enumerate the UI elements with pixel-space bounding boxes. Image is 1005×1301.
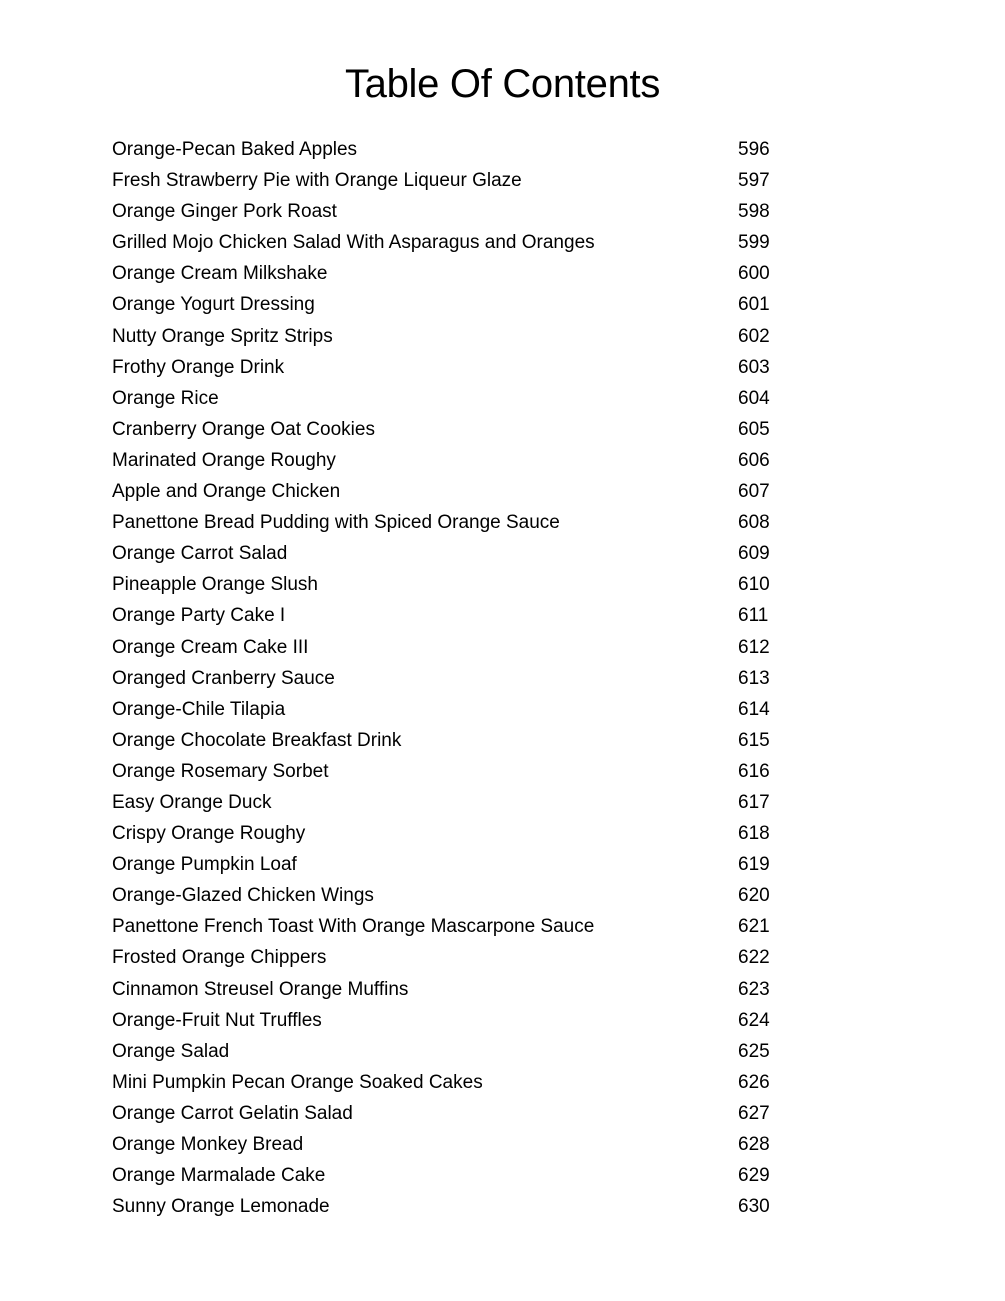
toc-entry-title: Orange-Fruit Nut Truffles [112, 1009, 322, 1031]
toc-entry-title: Mini Pumpkin Pecan Orange Soaked Cakes [112, 1071, 483, 1093]
toc-entry-page-number: 624 [738, 1009, 770, 1031]
toc-entry [112, 942, 792, 973]
toc-entry-page-number: 617 [738, 791, 770, 813]
toc-entry [112, 1191, 792, 1222]
toc-entry-title: Orange Marmalade Cake [112, 1165, 326, 1187]
toc-entry-page-number: 622 [738, 947, 770, 969]
toc-entry-title: Crispy Orange Roughy [112, 823, 306, 845]
toc-entry-title: Frothy Orange Drink [112, 356, 285, 378]
toc-entry-title: Cranberry Orange Oat Cookies [112, 418, 375, 440]
toc-entry-page-number: 612 [738, 636, 770, 658]
toc-entry [112, 1036, 792, 1067]
toc-entry-page-number: 625 [738, 1040, 770, 1062]
toc-entry [112, 880, 792, 911]
toc-entry [112, 352, 792, 383]
toc-entry [112, 258, 792, 289]
toc-entry-page-number: 598 [738, 201, 770, 223]
toc-entry-page-number: 607 [738, 481, 770, 503]
toc-entry [112, 725, 792, 756]
toc-entry-title: Sunny Orange Lemonade [112, 1196, 330, 1218]
toc-entry-page-number: 610 [738, 574, 770, 596]
toc-entry [112, 911, 792, 942]
toc-entry [112, 974, 792, 1005]
toc-entry [112, 507, 792, 538]
toc-entry [112, 663, 792, 694]
toc-entry-title: Orange Rice [112, 387, 219, 409]
page-title: Table Of Contents [344, 62, 661, 106]
toc-entry-page-number: 613 [738, 667, 770, 689]
toc-entry-page-number: 604 [738, 387, 770, 409]
toc-entry [112, 289, 792, 320]
toc-entry [112, 569, 792, 600]
toc-entry-page-number: 599 [738, 232, 770, 254]
toc-entry [112, 538, 792, 569]
toc-entry-page-number: 628 [738, 1134, 770, 1155]
toc-entry-page-number: 619 [738, 854, 770, 876]
toc-entry-title: Orange Rosemary Sorbet [112, 760, 329, 782]
toc-entry-title: Orange Cream Milkshake [112, 263, 328, 285]
toc-entry [112, 632, 792, 663]
toc-entry [112, 321, 792, 352]
toc-entry-title: Marinated Orange Roughy [112, 449, 336, 471]
toc-entry-title: Orange Ginger Pork Roast [112, 201, 337, 223]
toc-entry-page-number: 616 [738, 760, 770, 782]
toc-entry-title: Orange Pumpkin Loaf [112, 854, 297, 876]
toc-entry [112, 476, 792, 507]
toc-entry-title: Apple and Orange Chicken [112, 481, 341, 503]
toc-entry-title: Easy Orange Duck [112, 791, 272, 813]
toc-entry-title: Orange Monkey Bread [112, 1134, 304, 1155]
toc-entry-page-number: 596 [738, 139, 770, 160]
toc-entry-page-number: 618 [738, 823, 770, 845]
toc-entry [112, 134, 792, 165]
toc-entry [112, 1160, 792, 1191]
toc-entry [112, 818, 792, 849]
toc-entry-page-number: 601 [738, 294, 770, 316]
toc-entry [112, 196, 792, 227]
toc-entry-title: Orange Carrot Gelatin Salad [112, 1102, 353, 1124]
toc-entry [112, 1098, 792, 1129]
toc-entry-title: Orange Salad [112, 1040, 230, 1062]
toc-entry [112, 414, 792, 445]
toc-entry [112, 445, 792, 476]
toc-entry-title: Grilled Mojo Chicken Salad With Asparagus and Oranges [112, 232, 595, 254]
toc-entry [112, 383, 792, 414]
toc-entry [112, 756, 792, 787]
toc-entry-title: Orange-Glazed Chicken Wings [112, 885, 374, 907]
toc-entry-page-number: 609 [738, 543, 770, 565]
toc-entry-title: Cinnamon Streusel Orange Muffins [112, 978, 409, 1000]
toc-entry [112, 1129, 792, 1160]
toc-entry-page-number: 627 [738, 1102, 770, 1124]
toc-entry-page-number: 614 [738, 698, 770, 720]
toc-entry-page-number: 621 [738, 916, 770, 938]
toc-entry [112, 694, 792, 725]
toc-entry-page-number: 603 [738, 356, 770, 378]
toc-entry-title: Oranged Cranberry Sauce [112, 667, 335, 689]
toc-entry [112, 165, 792, 196]
toc-entry-page-number: 611 [738, 605, 769, 627]
toc-entry [112, 787, 792, 818]
toc-entry-title: Orange Carrot Salad [112, 543, 288, 565]
toc-entry-page-number: 623 [738, 978, 770, 1000]
table-of-contents-list [112, 134, 792, 1222]
toc-entry-page-number: 615 [738, 729, 770, 751]
toc-entry [112, 849, 792, 880]
toc-entry-page-number: 597 [738, 170, 770, 192]
toc-entry [112, 227, 792, 258]
toc-entry-title: Pineapple Orange Slush [112, 574, 318, 596]
toc-entry-page-number: 600 [738, 263, 770, 285]
toc-entry-title: Orange Chocolate Breakfast Drink [112, 729, 402, 751]
toc-entry-title: Panettone Bread Pudding with Spiced Orange Sauce [112, 512, 560, 534]
toc-entry [112, 600, 792, 631]
toc-entry-title: Fresh Strawberry Pie with Orange Liqueur Glaze [112, 170, 522, 192]
toc-entry-title: Nutty Orange Spritz Strips [112, 325, 333, 347]
toc-entry-page-number: 606 [738, 449, 770, 471]
toc-entry-title: Orange Party Cake I [112, 605, 286, 627]
toc-entry [112, 1005, 792, 1036]
toc-entry-title: Orange-Pecan Baked Apples [112, 139, 358, 160]
toc-entry-title: Orange Cream Cake III [112, 636, 309, 658]
toc-entry-page-number: 608 [738, 512, 770, 534]
toc-entry-page-number: 626 [738, 1071, 770, 1093]
toc-entry-title: Frosted Orange Chippers [112, 947, 327, 969]
toc-entry-page-number: 629 [738, 1165, 770, 1187]
toc-entry-page-number: 605 [738, 418, 770, 440]
toc-entry-page-number: 630 [738, 1196, 770, 1218]
toc-entry-page-number: 620 [738, 885, 770, 907]
toc-entry-title: Panettone French Toast With Orange Mascarpone Sauce [112, 916, 595, 938]
toc-entry-title: Orange Yogurt Dressing [112, 294, 315, 316]
toc-entry-title: Orange-Chile Tilapia [112, 698, 286, 720]
toc-entry [112, 1067, 792, 1098]
toc-entry-page-number: 602 [738, 325, 770, 347]
